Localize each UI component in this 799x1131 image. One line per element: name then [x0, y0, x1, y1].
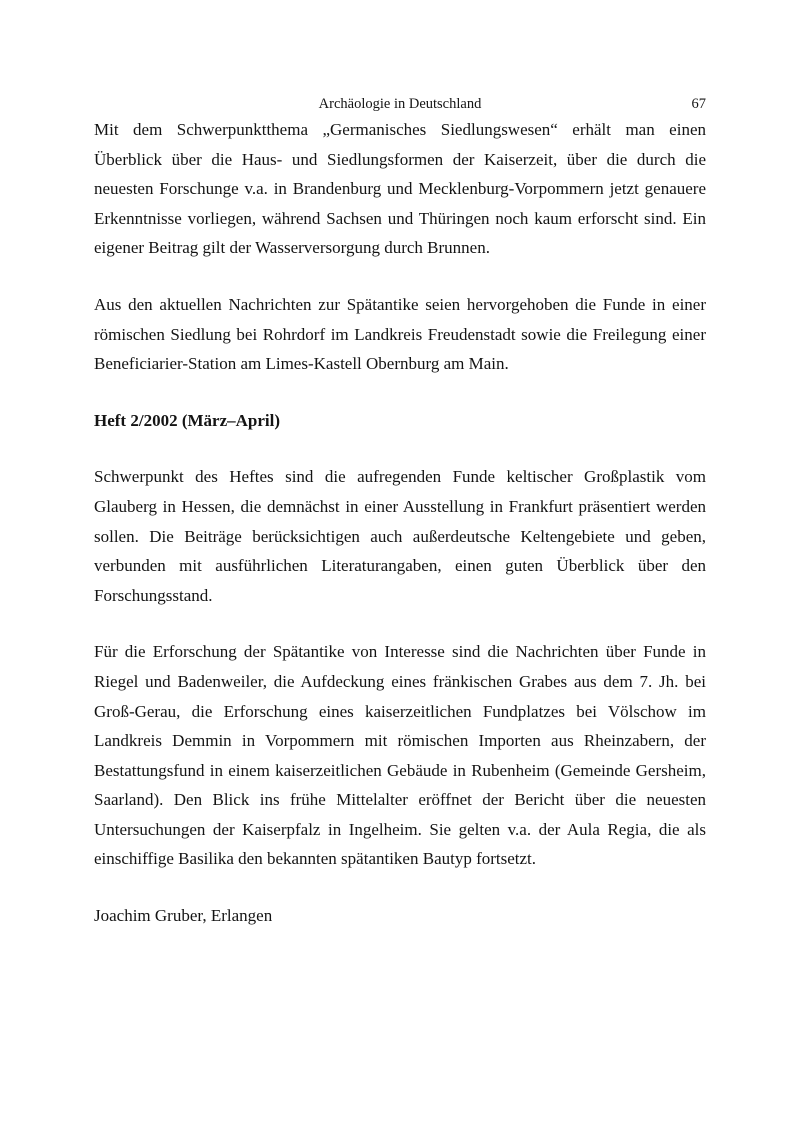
running-header: [94, 96, 706, 113]
section-heading: Heft 2/2002 (März–April): [94, 410, 280, 430]
page-number: 67: [691, 96, 706, 112]
paragraph-4: Für die Erforschung der Spätantike von Interesse sind die Nachrichten über Funde in Riegel und Badenweiler, die Aufdeckung eines fränkischen Grabes aus dem 7. Jh. bei Groß-Gerau, die Erforschung eines kaiserzeitlichen Fundplatzes bei Völschow im Landkreis Demmin in Vorpommern mit römischen Importen aus Rheinzabern, der Bestattungsfund in einem kaiserzeitlichen Gebäude in Rubenheim (Gemeinde Gersheim, Saarland). Den Blick ins frühe Mittelalter eröffnet der Bericht über die neuesten Untersuchungen der Kaiserpfalz in Ingelheim. Sie gelten v.a. der Aula Regia, die als einschiffige Basilika den bekannten spätantiken Bautyp fortsetzt.: [94, 642, 706, 869]
paragraph-3: Schwerpunkt des Heftes sind die aufregenden Funde keltischer Großplastik vom Glauberg in Hessen, die demnächst in einer Ausstellung in Frankfurt präsentiert werden sollen. Die Beiträge berücksichtigen auch außerdeutsche Keltengebiete und geben, verbunden mit ausführlichen Literaturangaben, einen guten Überblick über den Forschungsstand.: [94, 467, 706, 605]
paragraph-1: Mit dem Schwerpunktthema „Germanisches Siedlungswesen“ erhält man einen Überblick über die Haus- und Siedlungsformen der Kaiserzeit, über die durch die neuesten Forschunge v.a. in Brandenburg und Mecklenburg-Vorpommern jetzt genauere Erkenntnisse vorliegen, während Sachsen und Thüringen noch kaum erforscht sind. Ein eigener Beitrag gilt der Wasserversorgung durch Brunnen.: [94, 120, 706, 258]
running-title: Archäologie in Deutschland: [318, 96, 482, 112]
author-signature: Joachim Gruber, Erlangen: [94, 906, 273, 926]
page-content: [94, 96, 706, 931]
paragraph-2: Aus den aktuellen Nachrichten zur Spätantike seien hervorgehoben die Funde in einer römischen Siedlung bei Rohrdorf im Landkreis Freudenstadt sowie die Freilegung einer Beneficiarier-Station am Limes-Kastell Obernburg am Main.: [94, 294, 706, 374]
